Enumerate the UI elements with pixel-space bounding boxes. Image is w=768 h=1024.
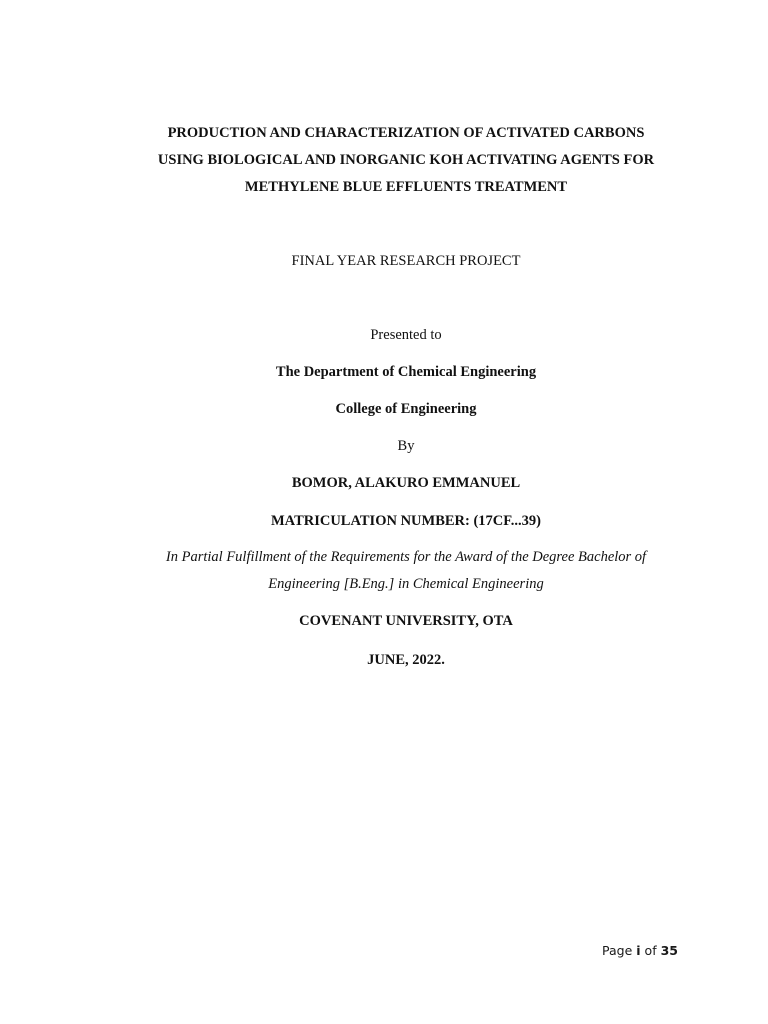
page-label: Page xyxy=(602,943,633,958)
presented-to: Presented to xyxy=(370,327,442,343)
college-name: College of Engineering xyxy=(335,401,477,417)
title-line-1: PRODUCTION AND CHARACTERIZATION OF ACTIVATED CARBONS xyxy=(167,125,645,141)
department-name: The Department of Chemical Engineering xyxy=(275,364,537,380)
by-label: By xyxy=(397,438,415,454)
title-line-2: USING BIOLOGICAL AND INORGANIC KOH ACTIVATING AGENTS FOR xyxy=(157,152,655,168)
total-pages-number: 35 xyxy=(660,943,678,958)
fulfillment-line-2: Engineering [B.Eng.] in Chemical Engineering xyxy=(268,576,544,592)
university-name: COVENANT UNIVERSITY, OTA xyxy=(299,613,513,629)
fulfillment-line-1: In Partial Fulfillment of the Requirements for the Award of the Degree Bachelor of xyxy=(165,549,647,565)
page-footer xyxy=(602,943,678,959)
current-page-number: i xyxy=(636,943,641,958)
matriculation-number: MATRICULATION NUMBER: (17CF...39) xyxy=(271,513,541,529)
author-name: BOMOR, ALAKURO EMMANUEL xyxy=(291,475,521,491)
of-label: of xyxy=(644,943,657,958)
submission-date: JUNE, 2022. xyxy=(367,652,445,668)
project-subtitle: FINAL YEAR RESEARCH PROJECT xyxy=(291,253,521,269)
title-line-3: METHYLENE BLUE EFFLUENTS TREATMENT xyxy=(244,179,568,195)
